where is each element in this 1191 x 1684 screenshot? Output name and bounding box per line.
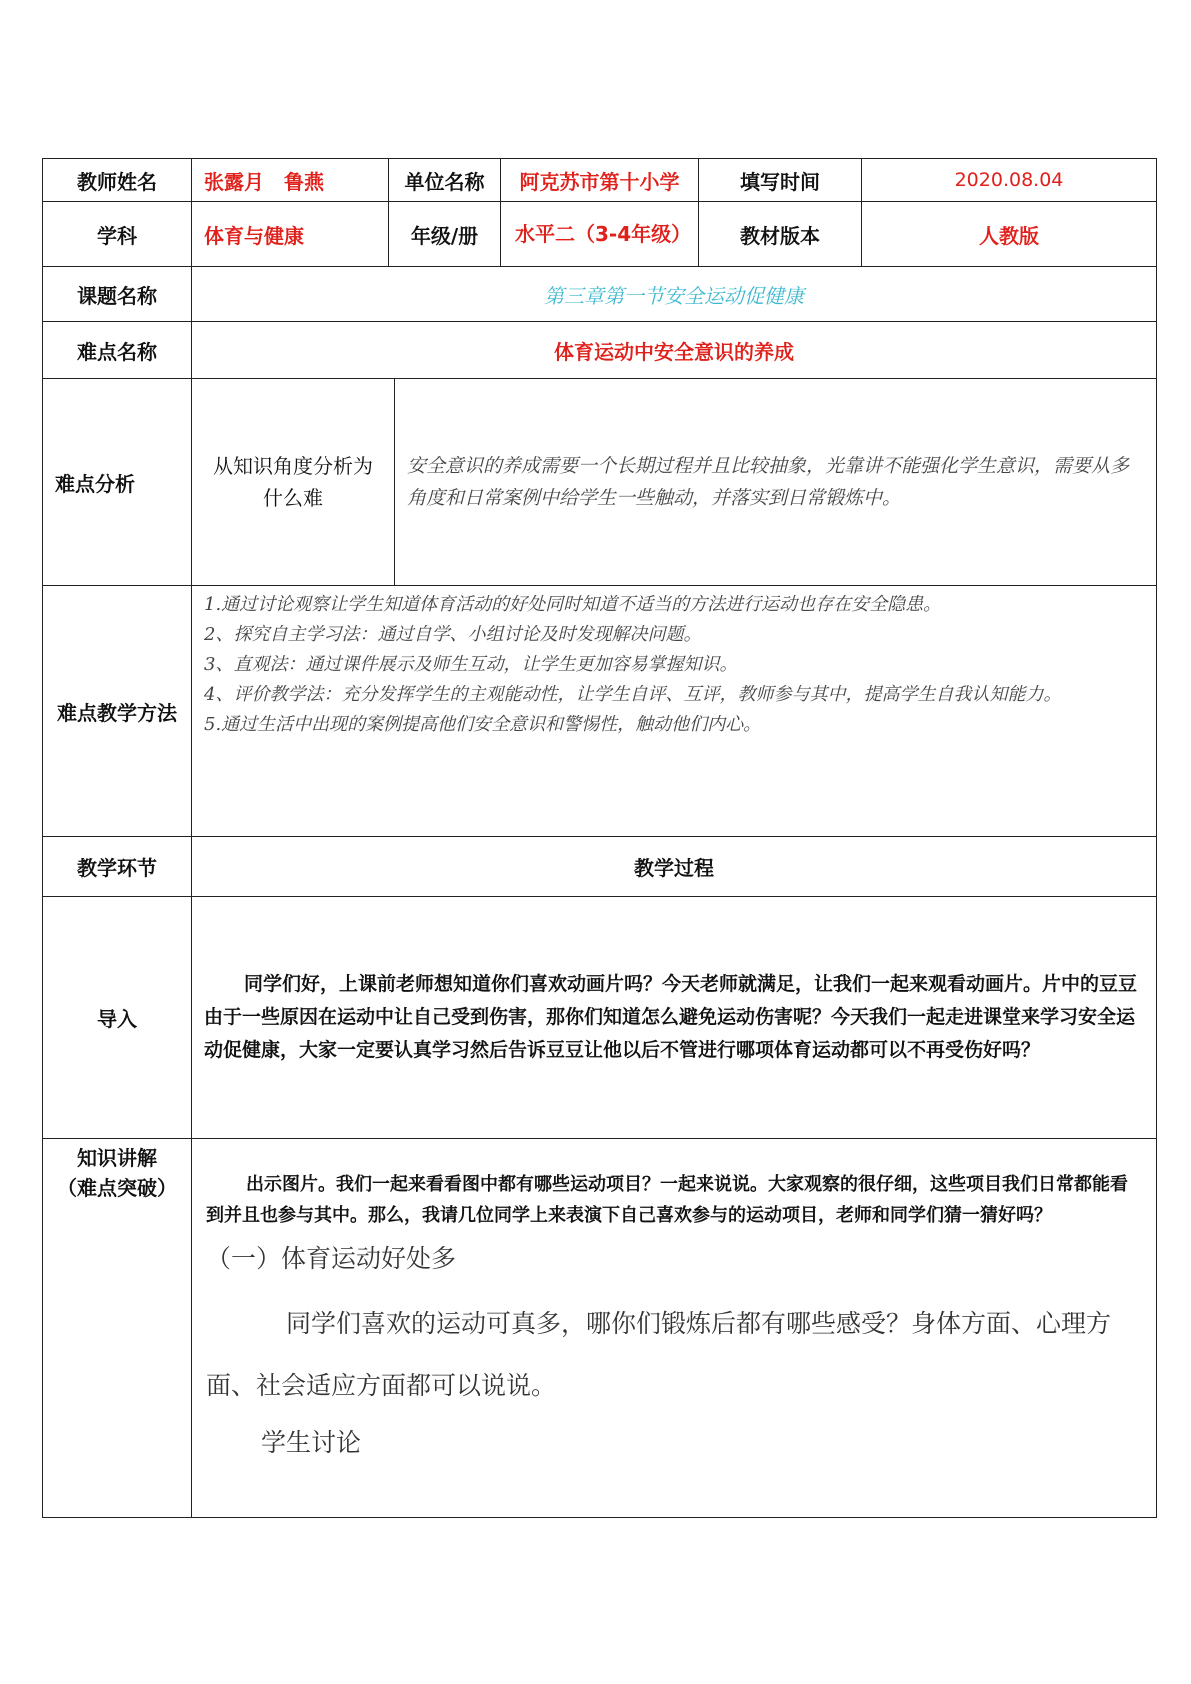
edition-value: 人教版 <box>862 202 1157 267</box>
edition-label: 教材版本 <box>699 202 862 267</box>
methods-list <box>192 586 1157 837</box>
method-item: 5.通过生活中出现的案例提高他们安全意识和警惕性，触动他们内心。 <box>204 714 762 735</box>
header-row-2 <box>43 202 1157 267</box>
date-label: 填写时间 <box>699 159 862 202</box>
lesson-plan-table <box>42 158 1157 1518</box>
methods-row <box>43 586 1157 837</box>
method-item: 2、探究自主学习法：通过自学、小组讨论及时发现解决问题。 <box>204 624 702 645</box>
analysis-row <box>43 379 1157 586</box>
intro-text: 同学们好，上课前老师想知道你们喜欢动画片吗？今天老师就满足，让我们一起来观看动画片。片中的豆豆由于一些原因在运动中让自己受到伤害，那你们知道怎么避免运动伤害呢？今天我们一起走进课堂来学习安全运动促健康，大家一定要认真学习然后告诉豆豆让他以后不管进行哪项体育运动都可以不再受伤好吗？ <box>192 897 1157 1139</box>
knowledge-label: 知识讲解 <box>77 1146 157 1170</box>
topic-label: 课题名称 <box>43 267 192 322</box>
teacher-value: 张露月 鲁燕 <box>192 159 389 202</box>
unit-value: 阿克苏市第十小学 <box>501 159 699 202</box>
topic-value: 第三章第一节安全运动促健康 <box>192 267 1157 322</box>
knowledge-row <box>43 1139 1157 1518</box>
process-header-row <box>43 837 1157 897</box>
method-item: 1.通过讨论观察让学生知道体育活动的好处同时知道不适当的方法进行运动也存在安全隐患。 <box>204 594 942 615</box>
header-row-1 <box>43 159 1157 202</box>
difficulty-label: 难点名称 <box>43 322 192 379</box>
subject-value: 体育与健康 <box>192 202 389 267</box>
intro-label: 导入 <box>43 897 192 1139</box>
teacher-label: 教师姓名 <box>43 159 192 202</box>
grade-label: 年级/册 <box>389 202 501 267</box>
topic-row <box>43 267 1157 322</box>
date-value: 2020.08.04 <box>862 159 1157 202</box>
analysis-sub-label: 从知识角度分析为什么难 <box>192 379 395 585</box>
discussion-text: 学生讨论 <box>261 1428 362 1457</box>
knowledge-text: 出示图片。我们一起来看看图中都有哪些运动项目？一起来说说。大家观察的很仔细，这些项目我们日常都能看到并且也参与其中。那么，我请几位同学上来表演下自己喜欢参与的运动项目，老师和同学们猜一猜好吗？ <box>206 1174 1128 1226</box>
subject-label: 学科 <box>43 202 192 267</box>
knowledge-sub-label: （难点突破） <box>57 1176 177 1200</box>
section-title: （一）体育运动好处多 <box>206 1244 457 1273</box>
methods-label: 难点教学方法 <box>43 586 192 837</box>
stage-label: 教学环节 <box>43 837 192 897</box>
process-label: 教学过程 <box>192 837 1157 897</box>
unit-label: 单位名称 <box>389 159 501 202</box>
difficulty-value: 体育运动中安全意识的养成 <box>192 322 1157 379</box>
intro-row <box>43 897 1157 1139</box>
difficulty-row <box>43 322 1157 379</box>
lesson-plan-form <box>42 158 1156 1518</box>
analysis-label: 难点分析 <box>43 379 192 586</box>
section-paragraph: 同学们喜欢的运动可真多，哪你们锻炼后都有哪些感受？身体方面、心理方面、社会适应方面都可以说说。 <box>206 1309 1112 1400</box>
method-item: 4、评价教学法：充分发挥学生的主观能动性，让学生自评、互评，教师参与其中，提高学生自我认知能力。 <box>204 684 1062 705</box>
grade-value: 水平二（3-4年级） <box>501 202 699 267</box>
analysis-text: 安全意识的养成需要一个长期过程并且比较抽象，光靠讲不能强化学生意识，需要从多角度和日常案例中给学生一些触动，并落实到日常锻炼中。 <box>407 455 1130 509</box>
method-item: 3、直观法：通过课件展示及师生互动，让学生更加容易掌握知识。 <box>204 654 738 675</box>
